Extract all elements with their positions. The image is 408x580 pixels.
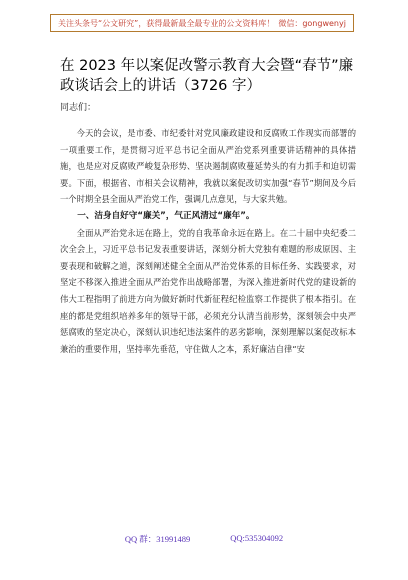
document-title: 在 2023 年以案促改警示教育大会暨“春节”廉政谈话会上的讲话（3726 字） (60, 58, 354, 94)
footer (0, 533, 408, 545)
document-body (60, 125, 356, 357)
footer-qq: QQ:535304092 (230, 533, 284, 543)
banner-wechat: 微信：gongwenyj (278, 18, 346, 28)
header-banner (50, 14, 354, 32)
paragraph: 今天的会议，是市委、市纪委针对党风廉政建设和反腐败工作现实而部署的一项重要工作，是贯彻习近平总书记全面从严治党系列重要讲话精神的具体措施，也是应对反腐败严峻复杂形势、坚决遏制腐败蔓延势头的有力抓手和迫切需要。下面，根据省、市相关会议精神，我就以案促改切实加强“春节”期间及今后一个时期全县全面从严治党工作，强调几点意见，与大家共勉。 (60, 128, 356, 205)
banner-text: 关注头条号“公文研究”，获得最新最全最专业的公文资料库！ (58, 18, 275, 28)
salutation: 同志们： (60, 103, 97, 113)
footer-qq-group: QQ 群：31991489 (124, 534, 191, 544)
section-heading: 一、洁身自好守“廉关”，气正风清过“廉年”。 (77, 210, 255, 221)
paragraph: 全面从严治党永远在路上，党的自我革命永远在路上。在二十届中央纪委二次全会上，习近平总书记发表重要讲话，深刻分析大党独有难题的形成原因、主要表现和破解之道，深刻阐述健全全面从严治党体系的目标任务、实践要求，对坚定不移深入推进全面从严治党作出战略部署，为深入推进新时代党的建设新的伟大工程指明了前进方向为做好新时代新征程纪检监察工作提供了根本指引。在座的都是党组织培养多年的领导干部，必须充分认清当前形势，深刻领会中央严惩腐败的坚定决心，深刻认识违纪违法案件的恶劣影响，深刻理解以案促改标本兼治的重要作用，坚持率先垂范，守住做人之本，系好廉洁自律“安 (60, 227, 356, 354)
